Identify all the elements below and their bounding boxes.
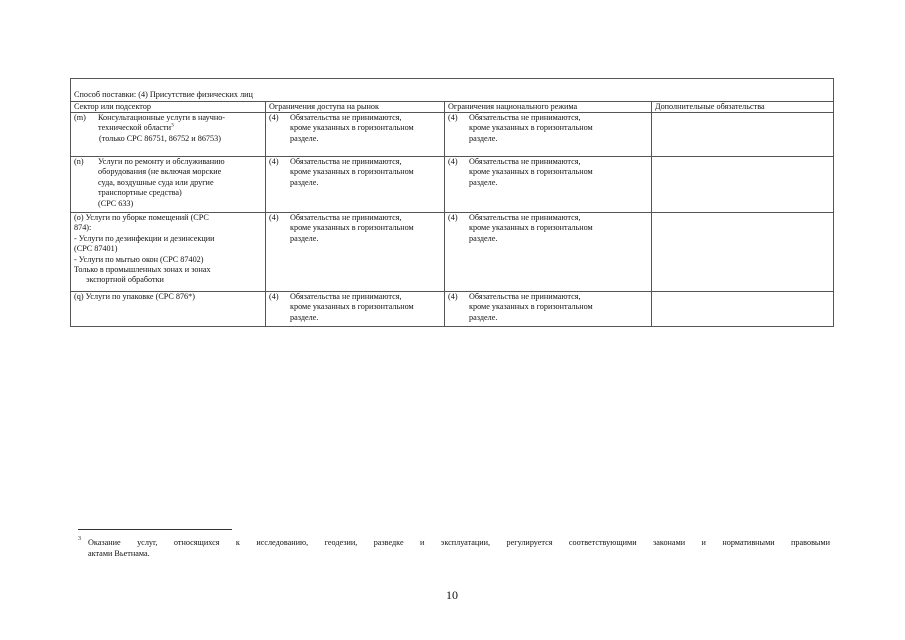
market-access-cell (266, 157, 445, 213)
header-national-treatment: Ограничения национального режима (445, 102, 652, 113)
item-label: (n) (74, 157, 84, 166)
limitation-line: Обязательства не принимаются, (469, 292, 581, 301)
footnote (78, 537, 830, 559)
sector-line: транспортные средства) (98, 188, 182, 198)
sector-line: технической области$^3$ (98, 122, 174, 133)
mode-number: (4) (269, 157, 279, 166)
limitation-line: Обязательства не принимаются, (290, 213, 402, 222)
sector-line: Только в промышленных зонах и зонах (74, 265, 211, 275)
table-row (71, 292, 834, 327)
limitation-line: кроме указанных в горизонтальном (469, 302, 593, 312)
additional-commitments-cell (652, 113, 834, 157)
limitation-line: кроме указанных в горизонтальном (290, 123, 414, 133)
sector-line: (q) Услуги по упаковке (CPC 876*) (74, 292, 195, 301)
item-label: (m) (74, 113, 86, 122)
sector-line: (CPC 633) (98, 198, 134, 208)
footnote-text: актами Вьетнама. (88, 549, 150, 558)
sector-cell (71, 157, 266, 213)
limitation-line: Обязательства не принимаются, (469, 213, 581, 222)
additional-commitments-cell (652, 157, 834, 213)
national-treatment-cell (445, 292, 652, 327)
additional-commitments-cell (652, 292, 834, 327)
limitation-line: разделе. (290, 177, 319, 187)
mode-number: (4) (448, 113, 458, 122)
limitation-line: разделе. (290, 312, 319, 322)
mode-number: (4) (448, 213, 458, 222)
limitation-line: Обязательства не принимаются, (290, 157, 402, 166)
limitation-line: разделе. (469, 233, 498, 243)
sector-line: Консультационные услуги в научно- (98, 113, 226, 122)
page-number: 10 (446, 588, 458, 602)
limitation-line: Обязательства не принимаются, (469, 113, 581, 122)
table-title-row (71, 79, 834, 102)
national-treatment-cell (445, 213, 652, 292)
limitation-line: кроме указанных в горизонтальном (469, 223, 593, 233)
footnote-ref: 3 (171, 122, 174, 129)
limitation-line: разделе. (290, 233, 319, 243)
table-row (71, 113, 834, 157)
sector-line: оборудования (не включая морские (98, 167, 222, 177)
sector-line: - Услуги по дезинфекции и дезинсекции (74, 233, 215, 243)
table-row (71, 213, 834, 292)
header-sector: Сектор или подсектор (71, 102, 266, 113)
footnote-separator (78, 529, 232, 530)
limitation-line: разделе. (469, 133, 498, 143)
limitation-line: Обязательства не принимаются, (290, 113, 402, 122)
header-additional-commitments: Дополнительные обязательства (652, 102, 834, 113)
limitation-line: Обязательства не принимаются, (469, 157, 581, 166)
mode-number: (4) (448, 157, 458, 166)
additional-commitments-cell (652, 213, 834, 292)
sector-line: (o) Услуги по уборке помещений (CPC (74, 213, 209, 222)
commitments-table (70, 78, 834, 327)
limitation-line: кроме указанных в горизонтальном (469, 167, 593, 177)
table-header-row (71, 102, 834, 113)
sector-cell (71, 213, 266, 292)
sector-cell (71, 292, 266, 327)
table-row (71, 157, 834, 213)
limitation-line: разделе. (469, 177, 498, 187)
header-market-access: Ограничения доступа на рынок (266, 102, 445, 113)
limitation-line: разделе. (469, 312, 498, 322)
sector-line: 874): (74, 223, 92, 233)
supply-mode-title: Способ поставки: (4) Присутствие физических лиц (71, 79, 834, 102)
limitation-line: кроме указанных в горизонтальном (290, 223, 414, 233)
sector-line: Услуги по ремонту и обслуживанию (98, 157, 225, 166)
limitation-line: Обязательства не принимаются, (290, 292, 402, 301)
mode-number: (4) (448, 292, 458, 301)
sector-cell (71, 113, 266, 157)
limitation-line: кроме указанных в горизонтальном (469, 123, 593, 133)
footnote-text: Оказание услуг, относящихся к исследованию, геодезии, разведке и эксплуатации, регулируется соответствующими законами и нормативными правовыми (88, 538, 830, 547)
limitation-line: кроме указанных в горизонтальном (290, 302, 414, 312)
mode-number: (4) (269, 213, 279, 222)
national-treatment-cell (445, 113, 652, 157)
market-access-cell (266, 292, 445, 327)
mode-number: (4) (269, 292, 279, 301)
limitation-line: разделе. (290, 133, 319, 143)
national-treatment-cell (445, 157, 652, 213)
limitation-line: кроме указанных в горизонтальном (290, 167, 414, 177)
market-access-cell (266, 213, 445, 292)
footnote-number: 3 (78, 536, 81, 542)
sector-line: - Услуги по мытью окон (CPC 87402) (74, 254, 204, 264)
sector-line: (CPC 87401) (74, 244, 118, 254)
sector-line: экспортной обработки (86, 275, 164, 285)
sector-line: суда, воздушные суда или другие (98, 177, 214, 187)
mode-number: (4) (269, 113, 279, 122)
market-access-cell (266, 113, 445, 157)
sector-line: (только CPC 86751, 86752 и 86753) (99, 133, 221, 143)
